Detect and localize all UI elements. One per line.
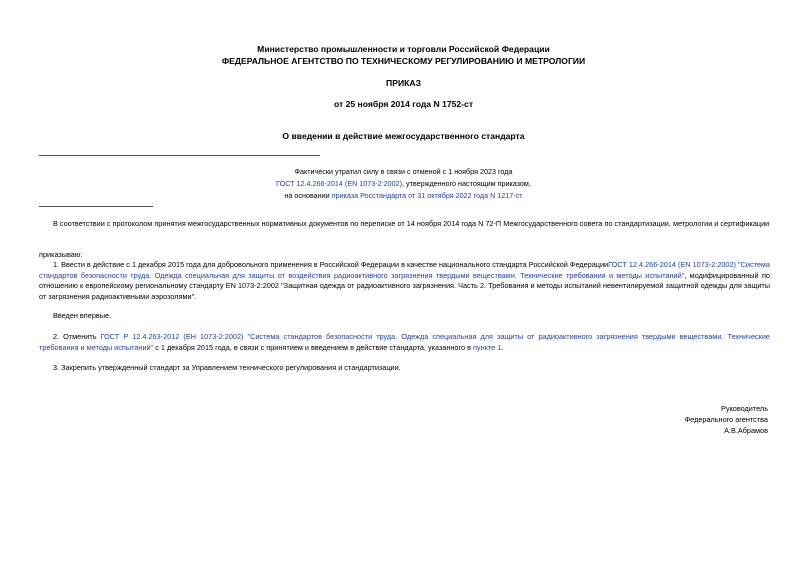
signatory-position: Руководитель bbox=[720, 404, 768, 413]
preamble-paragraph: В соответствии с протоколом принятия межгосударственных нормативных документов по переписке от 14 ноября 2014 года N 72-П Межгосударственного совета по стандартизации, метрологии и сертификации bbox=[53, 219, 770, 228]
item-1-text: 1. Ввести в действие с 1 декабря 2015 года для добровольного применения в Российской Федерации в качестве национального стандарта Российской Федерации bbox=[53, 260, 609, 269]
signatory-name: А.В.Абрамов bbox=[724, 426, 768, 435]
item-2-paragraph bbox=[39, 332, 770, 353]
validity-note-line3 bbox=[0, 190, 807, 202]
gost-266-full-link[interactable]: ГОСТ 12.4.266-2014 (EN 1073-2:2002) "Система стандартов безопасности труда. Одежда специальная для защиты от воздействия радиоактивного загрязнения твердыми веществами. Технические требования и методы испытаний" bbox=[39, 260, 770, 280]
agency-name: ФЕДЕРАЛЬНОЕ АГЕНТСТВО ПО ТЕХНИЧЕСКОМУ РЕГУЛИРОВАНИЮ И МЕТРОЛОГИИ bbox=[221, 56, 586, 66]
item-1-paragraph bbox=[39, 260, 770, 302]
document-date-number: от 25 ноября 2014 года N 1752-ст bbox=[333, 99, 474, 109]
item-1-text-end: , модифицированный по отношению к европейскому региональному стандарту EN 1073-2:2002 "Защитная одежда от радиоактивного загрязнения. Часть 2. Требования и методы испытаний невентилируемой защитной одежды для защиты от загрязнения радиоактивными аэрозолями". bbox=[39, 270, 770, 301]
validity-note-line2 bbox=[0, 178, 807, 190]
gost-r-263-link[interactable]: ГОСТ Р 12.4.263-2012 (ЕН 1073-2:2002) "Система стандартов безопасности труда. Одежда специальная для защиты от радиоактивного загрязнения твердыми веществами. Технические требования и методы испытаний" bbox=[39, 332, 770, 352]
gost-266-link[interactable]: ГОСТ 12.4.266-2014 (EN 1073-2:2002) bbox=[276, 179, 403, 188]
item-2-text-end: . bbox=[501, 342, 504, 352]
document-type: ПРИКАЗ bbox=[386, 78, 421, 88]
validity-note-line1: Фактически утратил силу в связи с отменой с 1 ноября 2023 года bbox=[294, 167, 513, 176]
signatory-organization: Федерального агентства bbox=[684, 415, 768, 424]
divider-bottom bbox=[39, 206, 153, 207]
divider-top bbox=[39, 155, 320, 156]
document-title: О введении в действие межгосударственного стандарта bbox=[282, 131, 525, 141]
ministry-name: Министерство промышленности и торговли Российской Федерации bbox=[257, 44, 550, 54]
item-1-reference-link[interactable]: пункте 1 bbox=[472, 342, 502, 352]
introduced-first: Введен впервые. bbox=[53, 311, 112, 320]
item-2-text-mid: с 1 декабря 2015 года, в связи с принятием и введением в действие стандарта, указанного в bbox=[153, 342, 473, 352]
item-2-text: 2. Отменить bbox=[53, 332, 101, 341]
order-word: приказываю: bbox=[39, 250, 83, 259]
validity-note-line2-text: , утвержденного настоящим приказом, bbox=[402, 179, 531, 188]
validity-note-line3-text: на основании bbox=[284, 191, 332, 200]
rosstandart-order-link[interactable]: приказа Росстандарта от 31 октября 2022 года N 1217-ст bbox=[331, 191, 523, 200]
item-3-paragraph: 3. Закрепить утвержденный стандарт за Управлением технического регулирования и стандартизации. bbox=[53, 363, 401, 372]
